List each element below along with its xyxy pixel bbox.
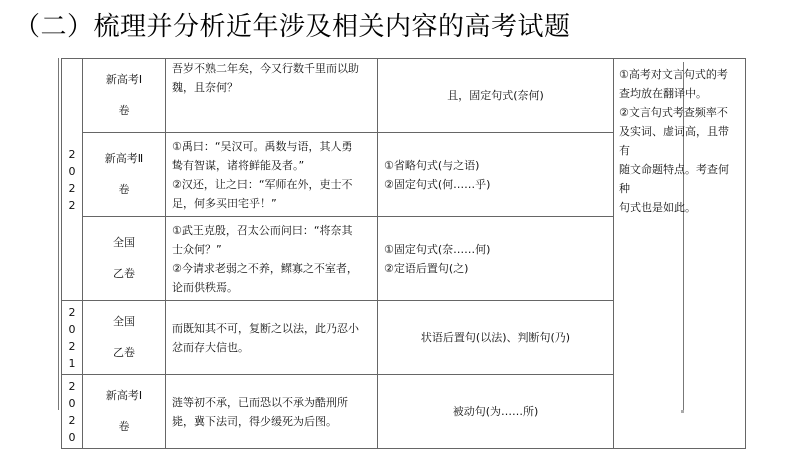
year-cell: 2 0 2 2: [62, 59, 83, 301]
sentence-pattern-cell: 被动句(为……所): [378, 375, 614, 449]
exam-questions-table: [61, 58, 746, 449]
page-title: （二）梳理并分析近年涉及相关内容的高考试题: [14, 12, 571, 42]
year-cell: 2 0 2 0: [62, 375, 83, 449]
exam-paper-cell: 全国 乙卷: [83, 301, 166, 375]
passage-cell: ①禹曰：“吴汉可。禹数与语，其人勇 鸷有智谋，诸将鲜能及者。” ②汉还，让之曰：“军师在外，吏士不 足，何多买田宅乎！”: [166, 133, 378, 217]
passage-cell: ①武王克殷，召太公而问曰：“将奈其 士众何？” ②今请求老弱之不养，鳏寡之不室者， 论而供秩焉。: [166, 217, 378, 301]
decorative-dot: [681, 410, 684, 413]
passage-cell: 涟等初不承，已而恐以不承为酷刑所 毙，冀下法司，得少缓死为后图。: [166, 375, 378, 449]
exam-paper-cell: 新高考Ⅱ 卷: [83, 133, 166, 217]
exam-paper-cell: 新高考Ⅰ 卷: [83, 59, 166, 133]
exam-paper-cell: 全国 乙卷: [83, 217, 166, 301]
sentence-pattern-cell: 且，固定句式(奈何): [378, 59, 614, 133]
year-cell: 2 0 2 1: [62, 301, 83, 375]
table-row: [62, 59, 746, 133]
passage-cell: 而既知其不可，复断之以法，此乃忍小 忿而存大信也。: [166, 301, 378, 375]
sentence-pattern-cell: 状语后置句(以法)、判断句(乃): [378, 301, 614, 375]
exam-paper-cell: 新高考Ⅰ 卷: [83, 375, 166, 449]
passage-cell: 吾岁不熟二年矣，今又行数千里而以助 魏，且奈何？: [166, 59, 378, 133]
table-outer-left-border: [58, 58, 59, 410]
analysis-note-cell: ①高考对文言句式的考 查均放在翻译中。 ②文言句式考查频率不 及实词、虚词高，且带有 随文命题特点。考查何种 句式也是如此。: [614, 59, 746, 449]
sentence-pattern-cell: ①省略句式(与之语) ②固定句式(何……乎): [378, 133, 614, 217]
sentence-pattern-cell: ①固定句式(奈……何) ②定语后置句(之): [378, 217, 614, 301]
